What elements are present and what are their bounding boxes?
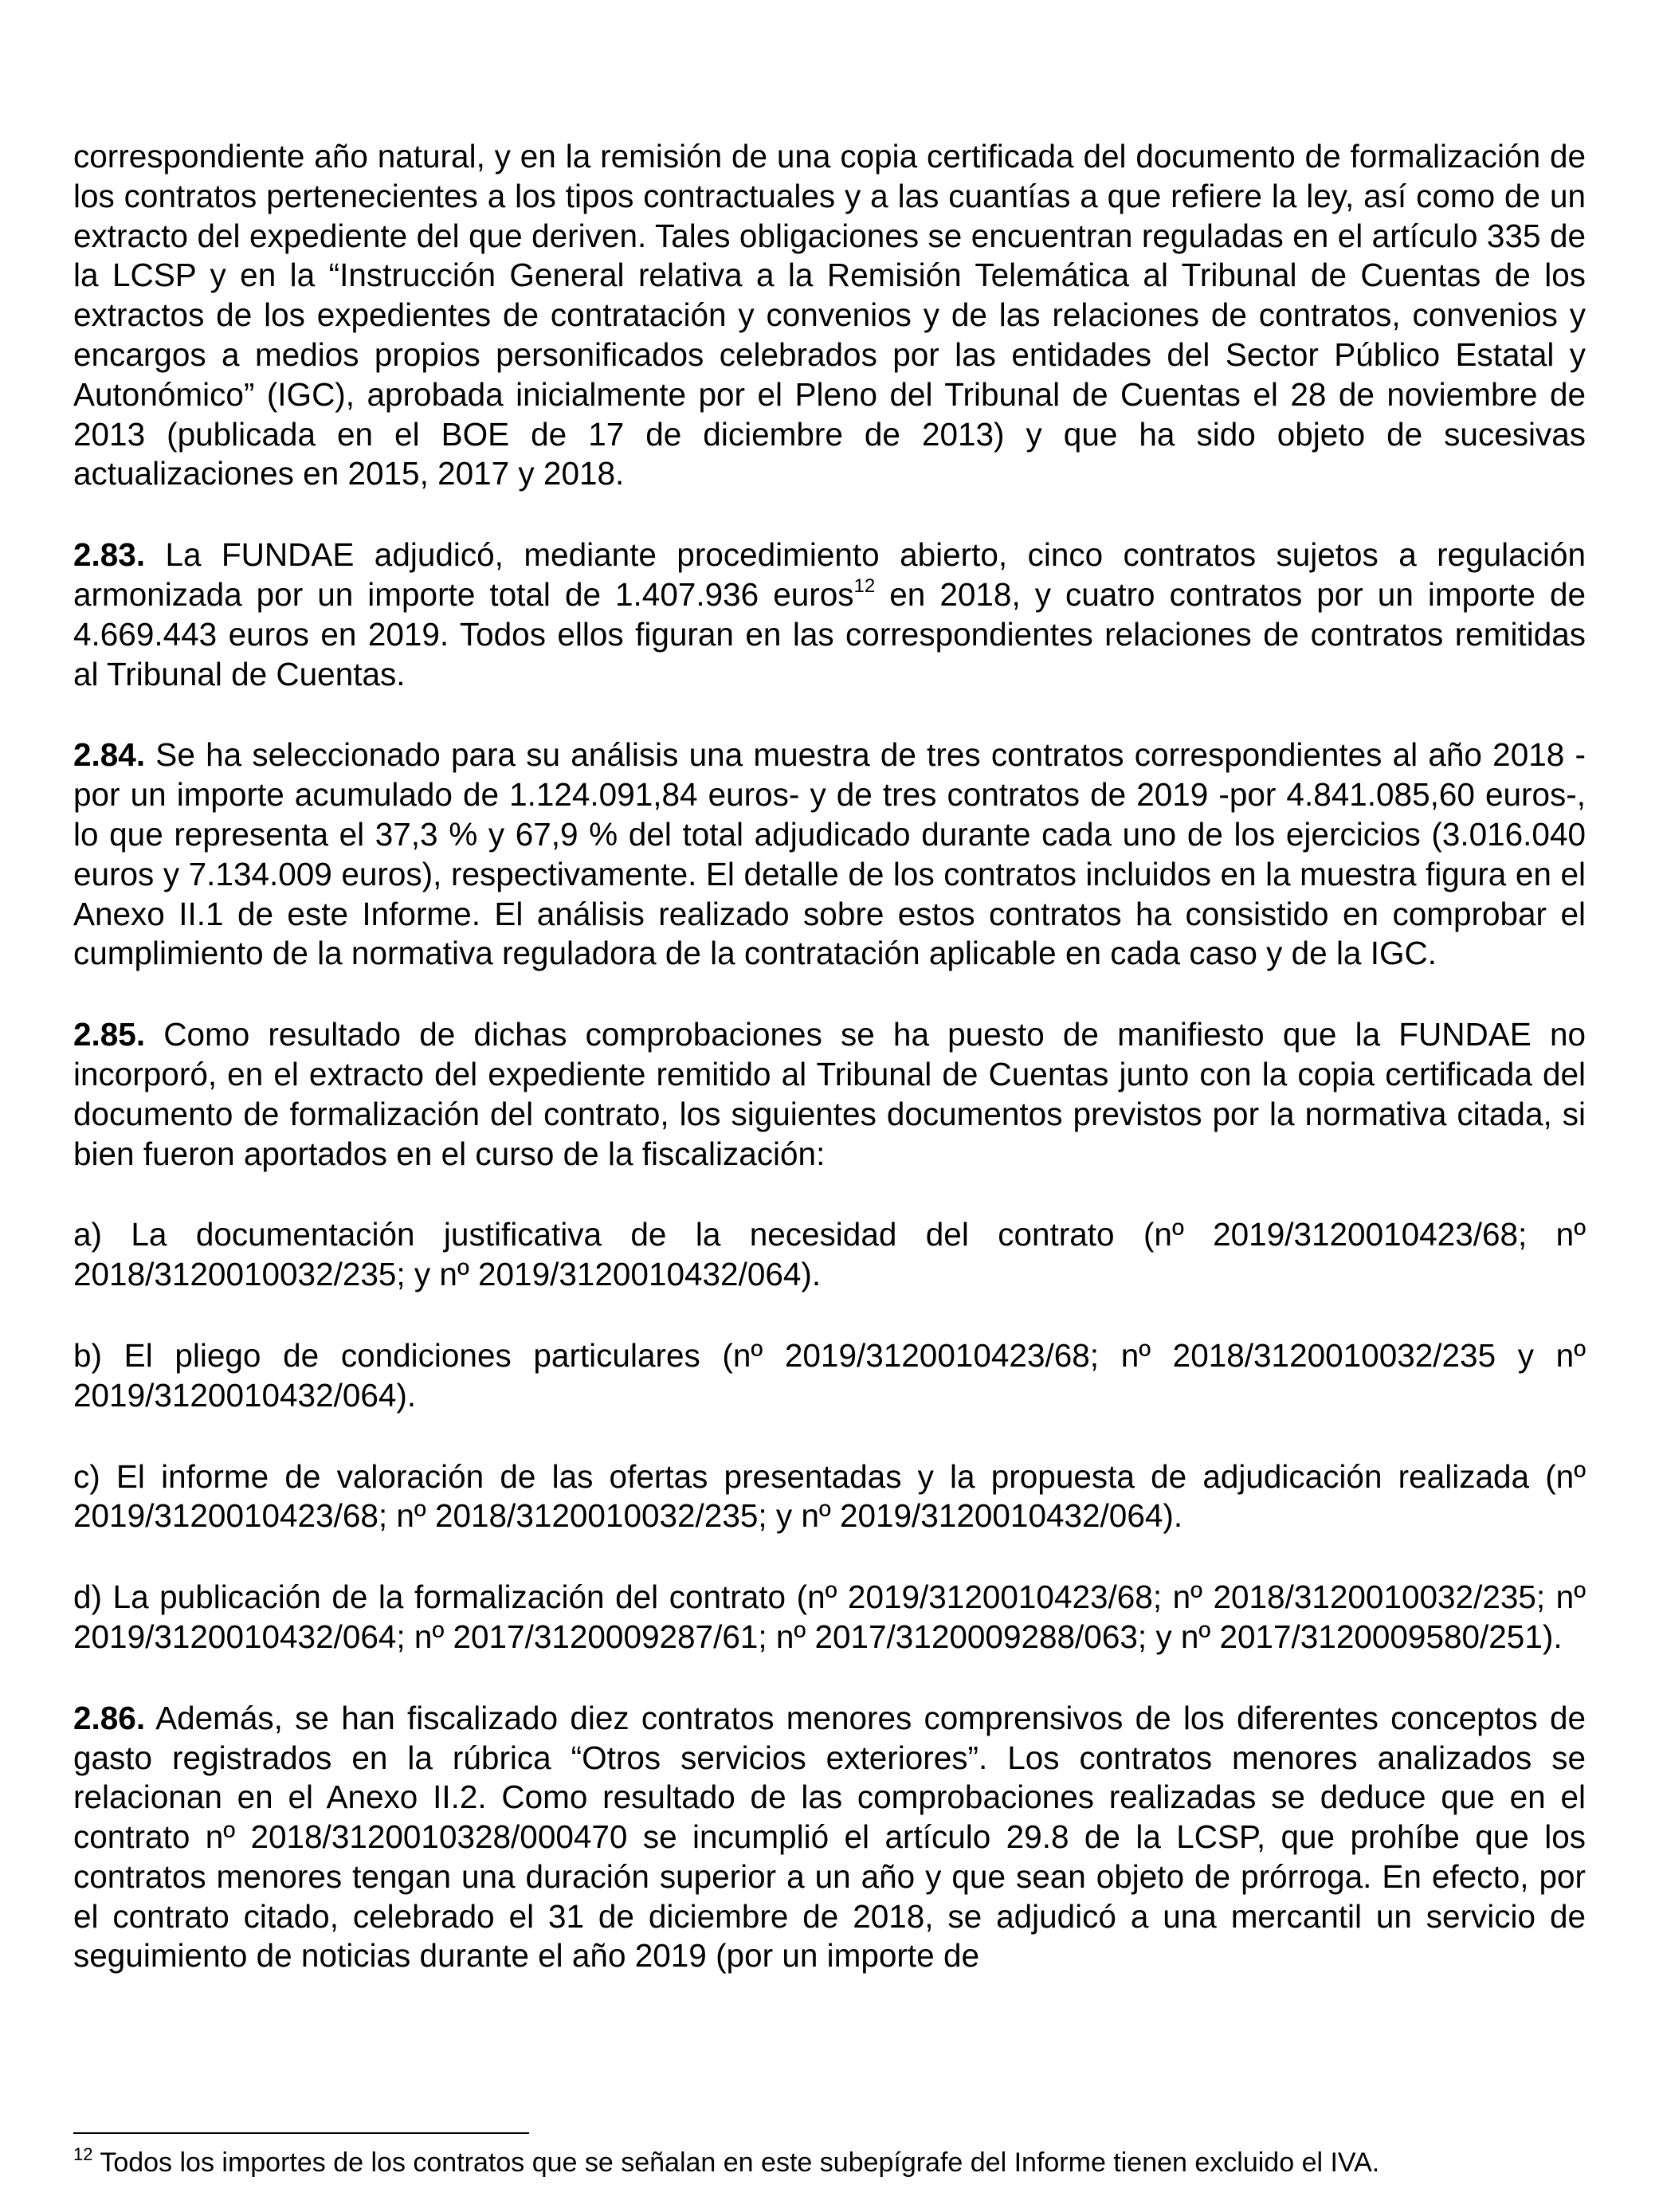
paragraph-gap <box>73 1174 1586 1215</box>
list-item-c: c) El informe de valoración de las ofertas presentadas y la propuesta de adjudicación realizada (nº 2019/3120010423/68; nº 2018/3120010032/235; y nº 2019/3120010432/064). <box>73 1457 1586 1535</box>
paragraph-gap <box>73 974 1586 1015</box>
paragraph-number: 2.84. <box>73 736 146 774</box>
list-item-d: d) La publicación de la formalización del contrato (nº 2019/3120010423/68; nº 2018/3120010032/235; nº 2019/3120010432/064; nº 2017/3120009287/61; nº 2017/3120009288/063; y nº 2017/3120009580/251). <box>73 1579 1586 1655</box>
document-body <box>73 137 1586 1976</box>
footnote-marker: 12 <box>73 2143 93 2164</box>
paragraph-intro: correspondiente año natural, y en la remisión de una copia certificada del documento de formalización de los contratos pertenecientes a los tipos contractuales y a las cuantías a que refiere la ley, así como de un extracto del expediente del que deriven. Tales obligaciones se encuentran reguladas en el artículo 335 de la LCSP y en la “Instrucción General relativa a la Remisión Telemática al Tribunal de Cuentas de los extractos de los expedientes de contratación y convenios y de las relaciones de contratos, convenios y encargos a medios propios personificados celebrados por las entidades del Sector Público Estatal y Autonómico” (IGC), aprobada inicialmente por el Pleno del Tribunal de Cuentas el 28 de noviembre de 2013 (publicada en el BOE de 17 de diciembre de 2013) y que ha sido objeto de sucesivas actualizaciones en 2015, 2017 y 2018. <box>73 138 1586 492</box>
footnote-text: Todos los importes de los contratos que se señalan en este subepígrafe del Informe tienen excluido el IVA. <box>92 2147 1380 2178</box>
paragraph-gap <box>73 694 1586 735</box>
paragraph-text: Se ha seleccionado para su análisis una muestra de tres contratos correspondientes al año 2018 -por un importe acumulado de 1.124.091,84 euros- y de tres contratos de 2019 -por 4.841.085,60 euros-, lo que representa el 37,3 % y 67,9 % del total adjudicado durante cada uno de los ejercicios (3.016.040 euros y 7.134.009 euros), respectivamente. El detalle de los contratos incluidos en la muestra figura en el Anexo II.1 de este Informe. El análisis realizado sobre estos contratos ha consistido en comprobar el cumplimiento de la normativa reguladora de la contratación aplicable en cada caso y de la IGC. <box>73 736 1586 972</box>
paragraph-gap <box>73 1416 1586 1457</box>
paragraph-2-83 <box>73 535 1586 694</box>
paragraph-number: 2.83. <box>73 536 146 574</box>
paragraph-gap <box>73 494 1586 535</box>
paragraph-2-86 <box>73 1699 1586 1977</box>
paragraph-text: Como resultado de dichas comprobaciones se ha puesto de manifiesto que la FUNDAE no incorporó, en el extracto del expediente remitido al Tribunal de Cuentas junto con la copia certificada del documento de formalización del contrato, los siguientes documentos previstos por la normativa citada, si bien fueron aportados en el curso de la fiscalización: <box>73 1016 1586 1172</box>
list-item-b: b) El pliego de condiciones particulares (nº 2019/3120010423/68; nº 2018/3120010032/235 y nº 2019/3120010432/064). <box>73 1336 1586 1414</box>
paragraph-number: 2.85. <box>73 1016 146 1053</box>
paragraph-text: Además, se han fiscalizado diez contratos menores comprensivos de los diferentes conceptos de gasto registrados en la rúbrica “Otros servicios exteriores”. Los contratos menores analizados se relacionan en el Anexo II.2. Como resultado de las comprobaciones realizadas se deduce que en el contrato nº 2018/3120010328/000470 se incumplió el artículo 29.8 de la LCSP, que prohíbe que los contratos menores tengan una duración superior a un año y que sean objeto de prórroga. En efecto, por el contrato citado, celebrado el 31 de diciembre de 2018, se adjudicó a una mercantil un servicio de seguimiento de noticias durante el año 2019 (por un importe de <box>73 1699 1586 1975</box>
paragraph-gap <box>73 1536 1586 1578</box>
paragraph-text: en 2018, y cuatro contratos por un importe de 4.669.443 euros en 2019. Todos ellos figuran en las correspondientes relaciones de contratos remitidas al Tribunal de Cuentas. <box>73 575 1586 692</box>
list-item-a: a) La documentación justificativa de la necesidad del contrato (nº 2019/3120010423/68; nº 2018/3120010032/235; y nº 2019/3120010432/064). <box>73 1216 1586 1293</box>
paragraph-2-85 <box>73 1015 1586 1174</box>
footnote-separator <box>73 2132 529 2134</box>
paragraph-number: 2.86. <box>73 1699 146 1736</box>
paragraph-gap <box>73 1657 1586 1699</box>
paragraph-2-84 <box>73 735 1586 974</box>
paragraph-gap <box>73 1295 1586 1336</box>
footnote <box>73 2143 1586 2179</box>
paragraph-text: La FUNDAE adjudicó, mediante procedimiento abierto, cinco contratos sujetos a regulación armonizada por un importe total de 1.407.936 euros <box>73 536 1586 613</box>
footnote-reference[interactable]: 12 <box>853 575 876 598</box>
